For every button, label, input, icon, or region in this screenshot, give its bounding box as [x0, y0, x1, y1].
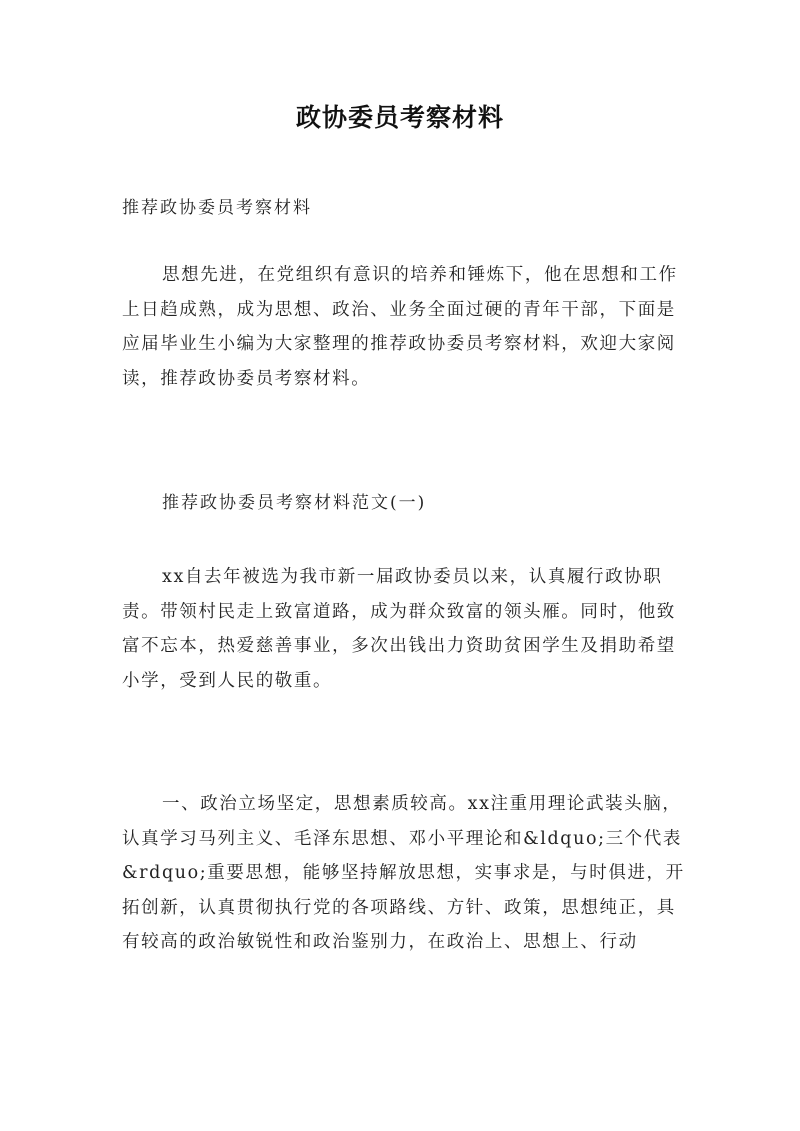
body-paragraph-1: xx自去年被选为我市新一届政协委员以来，认真履行政协职责。带领村民走上致富道路，成为群众致富的领头雁。同时，他致富不忘本，热爱慈善事业，多次出钱出力资助贫困学生及捐助希望小学，受到人民的敬重。 [122, 567, 676, 691]
section-heading: 推荐政协委员考察材料范文(一) [162, 493, 427, 513]
document-subtitle: 推荐政协委员考察材料 [122, 198, 312, 218]
intro-paragraph: 思想先进，在党组织有意识的培养和锤炼下，他在思想和工作上日趋成熟，成为思想、政治、业务全面过硬的青年干部，下面是应届毕业生小编为大家整理的推荐政协委员考察材料，欢迎大家阅读，推荐政协委员考察材料。 [122, 265, 678, 389]
document-title: 政协委员考察材料 [295, 103, 504, 132]
body-paragraph-2: 一、政治立场坚定，思想素质较高。xx注重用理论武装头脑，认真学习马列主义、毛泽东思想、邓小平理论和&ldquo;三个代表&rdquo;重要思想，能够坚持解放思想，实事求是，与时俱进，开拓创新，认真贯彻执行党的各项路线、方针、政策，思想纯正，具有较高的政治敏锐性和政治鉴别力，在政治上、思想上、行动 [122, 794, 685, 952]
